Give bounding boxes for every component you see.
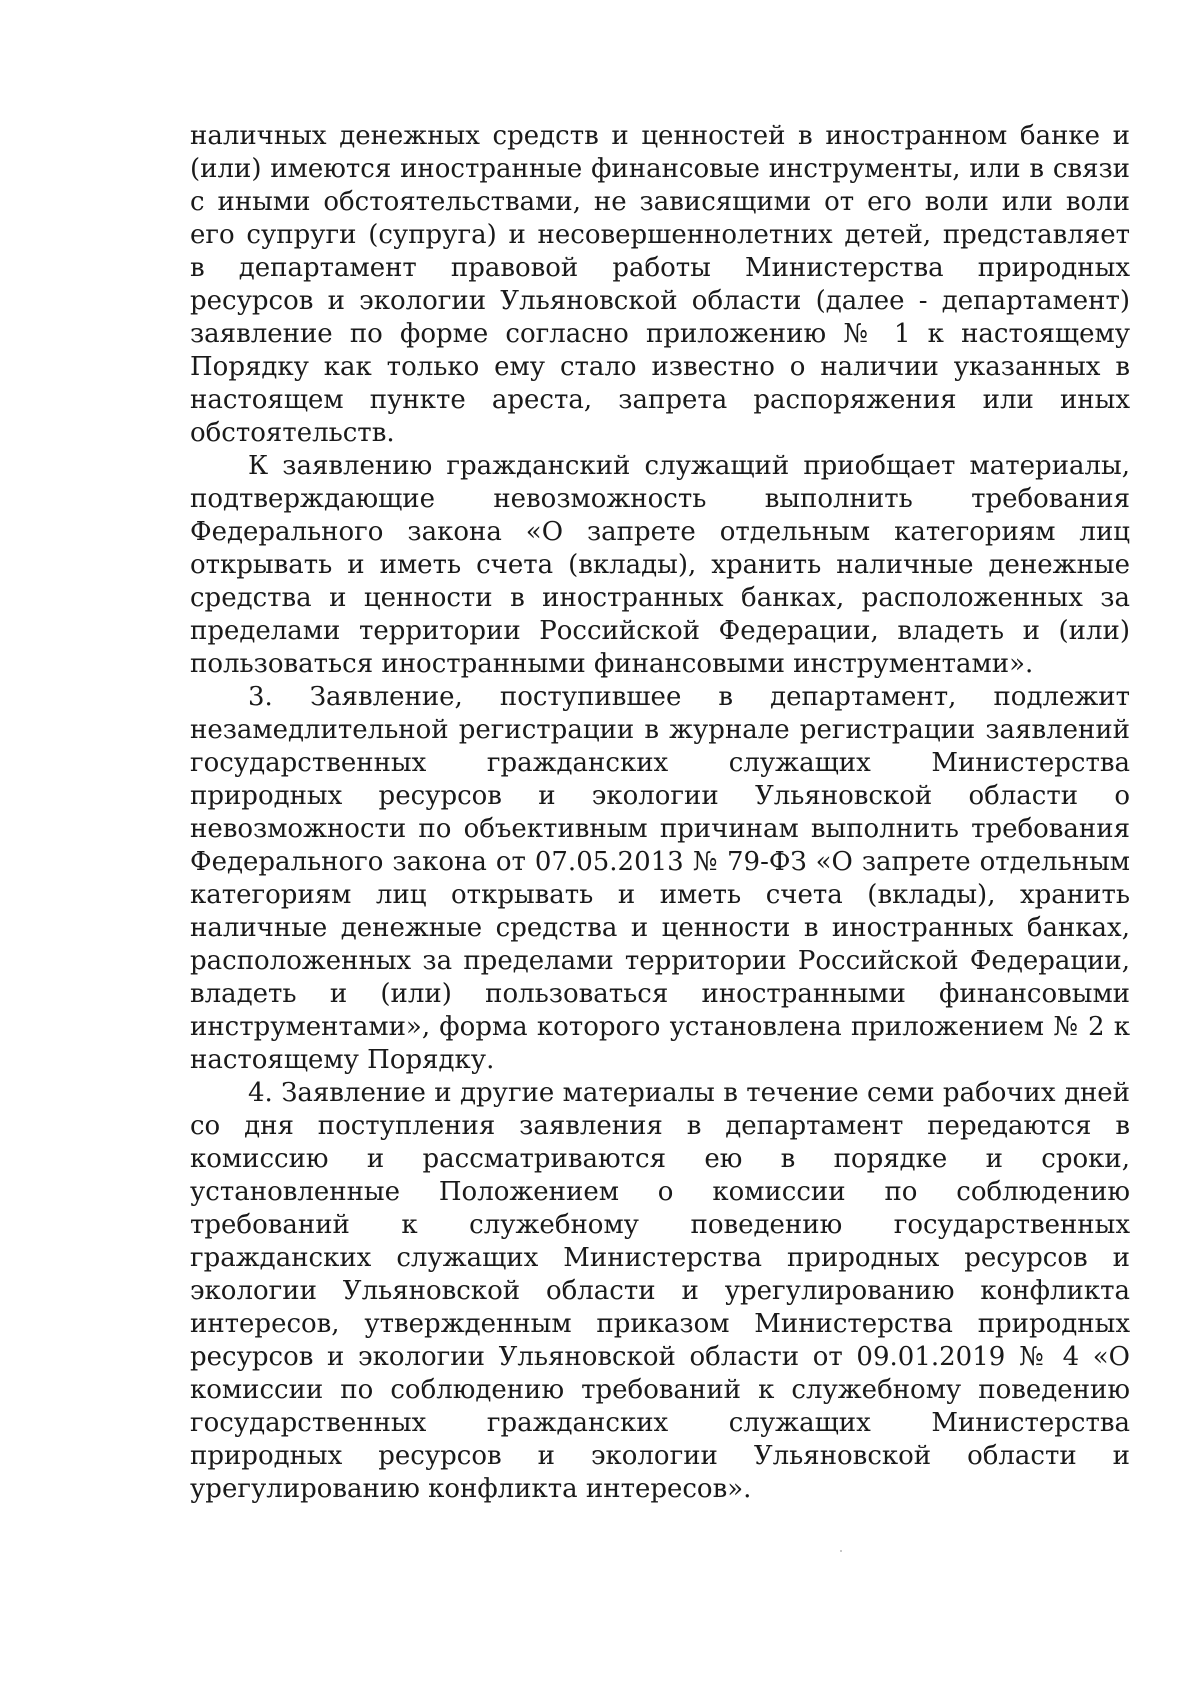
paragraph-item-3: 3. Заявление, поступившее в департамент, подлежит незамедлительной регистрации в журнале регистрации заявлений государственных гражданских служащих Министерства природных ресурсов и экологии Ульяновской области о невозможности по объективным причинам выполнить требования Федерального закона от 07.05.2013 № 79-ФЗ «О запрете отдельным категориям лиц открывать и иметь счета (вклады), хранить наличные денежные средства и ценности в иностранных банках, расположенных за пределами территории Российской Федерации, владеть и (или) пользоваться иностранными финансовыми инструментами», форма которого установлена приложением № 2 к настоящему Порядку. bbox=[190, 682, 1130, 1075]
paragraph-item-4: 4. Заявление и другие материалы в течение семи рабочих дней со дня поступления заявления в департамент передаются в комиссию и рассматриваются ею в порядке и сроки, установленные Положением о комиссии по соблюдению требований к служебному поведению государственных гражданских служащих Министерства природных ресурсов и экологии Ульяновской области и урегулированию конфликта интересов, утвержденным приказом Министерства природных ресурсов и экологии Ульяновской области от 09.01.2019 № 4 «О комиссии по соблюдению требований к служебному поведению государственных гражданских служащих Министерства природных ресурсов и экологии Ульяновской области и урегулированию конфликта интересов». bbox=[190, 1078, 1130, 1504]
scan-artifact bbox=[840, 1550, 842, 1552]
paragraph-attachments: К заявлению гражданский служащий приобщает материалы, подтверждающие невозможность выполнить требования Федерального закона «О запрете отдельным категориям лиц открывать и иметь счета (вклады), хранить наличные денежные средства и ценности в иностранных банках, расположенных за пределами территории Российской Федерации, владеть и (или) пользоваться иностранными финансовыми инструментами». bbox=[190, 451, 1130, 679]
document-body bbox=[190, 120, 1130, 1506]
paragraph-continuation: наличных денежных средств и ценностей в иностранном банке и (или) имеются иностранные финансовые инструменты, или в связи с иными обстоятельствами, не зависящими от его воли или воли его супруги (супруга) и несовершеннолетних детей, представляет в департамент правовой работы Министерства природных ресурсов и экологии Ульяновской области (далее - департамент) заявление по форме согласно приложению № 1 к настоящему Порядку как только ему стало известно о наличии указанных в настоящем пункте ареста, запрета распоряжения или иных обстоятельств. bbox=[190, 121, 1130, 448]
